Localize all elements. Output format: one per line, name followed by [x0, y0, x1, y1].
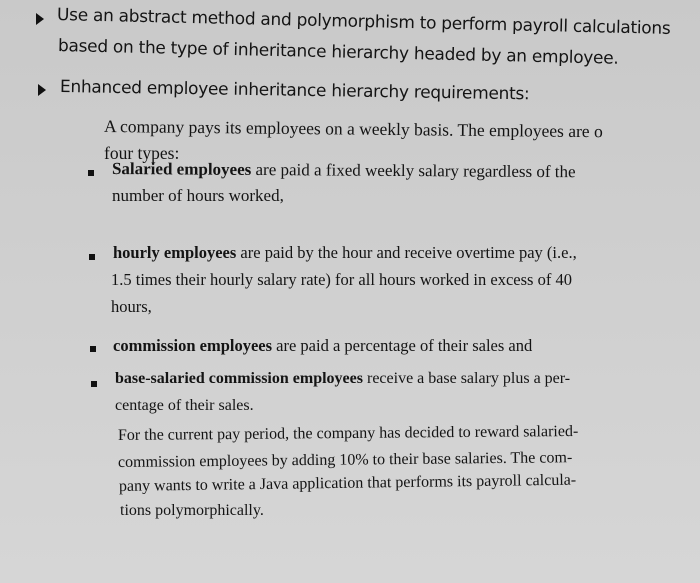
closing-line4: tions polymorphically.	[120, 502, 264, 519]
type-salaried-line1	[112, 159, 576, 182]
section1-line2: based on the type of inheritance hierarchy headed by an employee.	[57, 36, 619, 69]
type-description: are paid a percentage of their sales and	[272, 336, 533, 355]
type-term: Salaried employees	[111, 159, 252, 179]
type-hourly-line2: 1.5 times their hourly salary rate) for all hours worked in excess of 40	[111, 270, 572, 289]
type-term: commission employees	[113, 336, 273, 355]
intro-line1: A company pays its employees on a weekly basis. The employees are o	[103, 116, 603, 142]
section2-heading: Enhanced employee inheritance hierarchy requirements:	[59, 77, 530, 105]
type-commission-line1	[113, 336, 532, 356]
bullet-square-icon	[90, 346, 96, 352]
section1-line1: Use an abstract method and polymorphism to perform payroll calculations	[56, 5, 671, 39]
closing-line1: For the current pay period, the company has decided to reward salaried-	[117, 422, 579, 444]
type-description: are paid a fixed weekly salary regardless of the	[251, 159, 576, 182]
type-base-salaried-line2: centage of their sales.	[115, 397, 254, 414]
type-salaried-line2: number of hours worked,	[112, 186, 284, 205]
bullet-arrow-icon	[38, 84, 46, 96]
type-hourly-line3: hours,	[111, 297, 152, 316]
type-description: are paid by the hour and receive overtime pay (i.e.,	[236, 243, 577, 262]
intro-line2: four types:	[104, 143, 180, 163]
bullet-square-icon	[91, 381, 97, 387]
type-description: receive a base salary plus a per-	[362, 370, 571, 387]
type-base-salaried-line1	[115, 370, 570, 388]
type-term: base-salaried commission employees	[115, 370, 363, 387]
type-hourly-line1	[113, 243, 577, 263]
closing-line2: commission employees by adding 10% to their base salaries. The com-	[117, 449, 573, 471]
type-term: hourly employees	[113, 243, 237, 262]
bullet-arrow-icon	[36, 13, 44, 25]
bullet-square-icon	[88, 170, 94, 176]
closing-line3: pany wants to write a Java application that performs its payroll calcula-	[118, 471, 577, 495]
bullet-square-icon	[89, 254, 95, 260]
